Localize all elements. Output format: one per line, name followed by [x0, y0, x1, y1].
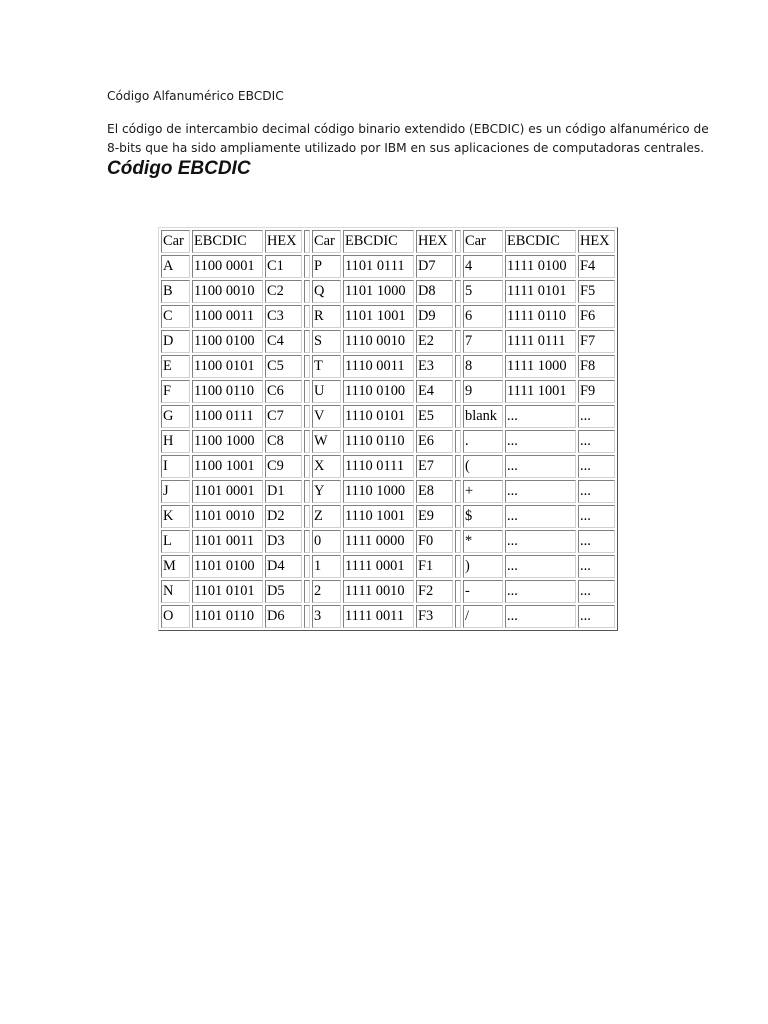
cell-hex: F2: [416, 580, 453, 603]
cell-ebcdic: 1100 0001: [192, 255, 263, 278]
cell-ebcdic: ...: [505, 605, 576, 628]
cell-car: /: [463, 605, 503, 628]
cell-hex: F8: [578, 355, 615, 378]
cell-hex: E6: [416, 430, 453, 453]
cell-car: 8: [463, 355, 503, 378]
cell-ebcdic: ...: [505, 580, 576, 603]
cell-car: C: [161, 305, 190, 328]
cell-ebcdic: 1111 0010: [343, 580, 414, 603]
cell-car: Q: [312, 280, 341, 303]
cell-car: -: [463, 580, 503, 603]
cell-ebcdic: 1100 0111: [192, 405, 263, 428]
column-group-separator: [455, 580, 461, 603]
cell-ebcdic: ...: [505, 455, 576, 478]
cell-hex: ...: [578, 505, 615, 528]
cell-hex: F1: [416, 555, 453, 578]
cell-ebcdic: ...: [505, 480, 576, 503]
cell-ebcdic: 1110 0010: [343, 330, 414, 353]
cell-car: Y: [312, 480, 341, 503]
cell-car: E: [161, 355, 190, 378]
cell-hex: E8: [416, 480, 453, 503]
cell-car: P: [312, 255, 341, 278]
cell-ebcdic: 1111 1000: [505, 355, 576, 378]
cell-hex: D6: [265, 605, 302, 628]
cell-ebcdic: ...: [505, 555, 576, 578]
cell-hex: E4: [416, 380, 453, 403]
column-group-separator: [304, 555, 310, 578]
cell-car: B: [161, 280, 190, 303]
column-group-separator: [455, 280, 461, 303]
cell-car: $: [463, 505, 503, 528]
column-group-separator: [455, 530, 461, 553]
cell-car: T: [312, 355, 341, 378]
column-group-separator: [304, 530, 310, 553]
cell-hex: D8: [416, 280, 453, 303]
cell-car: V: [312, 405, 341, 428]
cell-ebcdic: 1100 0010: [192, 280, 263, 303]
cell-hex: ...: [578, 530, 615, 553]
table-row: [161, 380, 615, 403]
cell-car: Car: [161, 230, 190, 253]
cell-hex: ...: [578, 555, 615, 578]
table-row: [161, 255, 615, 278]
cell-hex: C1: [265, 255, 302, 278]
cell-ebcdic: EBCDIC: [505, 230, 576, 253]
cell-ebcdic: 1100 0011: [192, 305, 263, 328]
cell-car: 1: [312, 555, 341, 578]
cell-ebcdic: 1110 1000: [343, 480, 414, 503]
column-group-separator: [304, 305, 310, 328]
cell-car: L: [161, 530, 190, 553]
column-group-separator: [304, 280, 310, 303]
column-group-separator: [455, 505, 461, 528]
cell-car: D: [161, 330, 190, 353]
cell-hex: F0: [416, 530, 453, 553]
cell-ebcdic: 1101 0110: [192, 605, 263, 628]
table-row: [161, 405, 615, 428]
table-row: [161, 530, 615, 553]
cell-ebcdic: 1111 0000: [343, 530, 414, 553]
cell-hex: E9: [416, 505, 453, 528]
table-row: [161, 430, 615, 453]
cell-car: H: [161, 430, 190, 453]
cell-car: K: [161, 505, 190, 528]
column-group-separator: [455, 430, 461, 453]
cell-hex: HEX: [265, 230, 302, 253]
column-group-separator: [455, 305, 461, 328]
column-group-separator: [455, 605, 461, 628]
cell-ebcdic: 1100 0110: [192, 380, 263, 403]
cell-hex: C4: [265, 330, 302, 353]
cell-car: 6: [463, 305, 503, 328]
cell-car: 3: [312, 605, 341, 628]
cell-car: I: [161, 455, 190, 478]
table-row: [161, 330, 615, 353]
cell-ebcdic: 1110 0110: [343, 430, 414, 453]
cell-hex: ...: [578, 405, 615, 428]
column-group-separator: [455, 405, 461, 428]
cell-ebcdic: 1100 1001: [192, 455, 263, 478]
cell-ebcdic: 1100 1000: [192, 430, 263, 453]
cell-ebcdic: 1101 0010: [192, 505, 263, 528]
cell-hex: D9: [416, 305, 453, 328]
cell-hex: F3: [416, 605, 453, 628]
cell-hex: C3: [265, 305, 302, 328]
column-group-separator: [304, 430, 310, 453]
cell-hex: F6: [578, 305, 615, 328]
cell-car: 0: [312, 530, 341, 553]
cell-car: 2: [312, 580, 341, 603]
cell-ebcdic: 1111 0001: [343, 555, 414, 578]
cell-ebcdic: 1110 0101: [343, 405, 414, 428]
table-row: [161, 305, 615, 328]
column-group-separator: [455, 380, 461, 403]
intro-line-1: El código de intercambio decimal código binario extendido (EBCDIC) es un código alfanumérico de: [107, 122, 709, 136]
cell-car: R: [312, 305, 341, 328]
intro-line-2: 8-bits que ha sido ampliamente utilizado por IBM en sus aplicaciones de computadoras centrales.: [107, 141, 705, 155]
cell-car: U: [312, 380, 341, 403]
column-group-separator: [455, 355, 461, 378]
column-group-separator: [304, 255, 310, 278]
cell-ebcdic: 1101 1001: [343, 305, 414, 328]
cell-ebcdic: 1110 1001: [343, 505, 414, 528]
ebcdic-table-container: [158, 227, 618, 631]
cell-ebcdic: 1111 0101: [505, 280, 576, 303]
cell-hex: ...: [578, 430, 615, 453]
cell-ebcdic: 1110 0111: [343, 455, 414, 478]
cell-hex: C9: [265, 455, 302, 478]
cell-car: J: [161, 480, 190, 503]
cell-ebcdic: 1111 0111: [505, 330, 576, 353]
table-row: [161, 355, 615, 378]
cell-hex: F5: [578, 280, 615, 303]
column-group-separator: [455, 255, 461, 278]
cell-hex: HEX: [578, 230, 615, 253]
column-group-separator: [304, 405, 310, 428]
cell-hex: E3: [416, 355, 453, 378]
column-group-separator: [304, 505, 310, 528]
cell-ebcdic: ...: [505, 430, 576, 453]
column-group-separator: [455, 480, 461, 503]
cell-car: N: [161, 580, 190, 603]
cell-ebcdic: 1101 0001: [192, 480, 263, 503]
cell-car: 9: [463, 380, 503, 403]
cell-car: +: [463, 480, 503, 503]
cell-car: 7: [463, 330, 503, 353]
cell-ebcdic: 1111 0100: [505, 255, 576, 278]
cell-ebcdic: 1111 0011: [343, 605, 414, 628]
cell-car: 4: [463, 255, 503, 278]
cell-car: blank: [463, 405, 503, 428]
cell-car: Z: [312, 505, 341, 528]
table-header-row: [161, 230, 615, 253]
cell-ebcdic: ...: [505, 530, 576, 553]
cell-car: S: [312, 330, 341, 353]
column-group-separator: [455, 555, 461, 578]
cell-hex: C8: [265, 430, 302, 453]
cell-ebcdic: ...: [505, 505, 576, 528]
cell-hex: D3: [265, 530, 302, 553]
cell-hex: C7: [265, 405, 302, 428]
cell-car: F: [161, 380, 190, 403]
cell-ebcdic: EBCDIC: [343, 230, 414, 253]
cell-hex: E5: [416, 405, 453, 428]
cell-ebcdic: 1100 0100: [192, 330, 263, 353]
cell-hex: C6: [265, 380, 302, 403]
cell-hex: ...: [578, 580, 615, 603]
cell-hex: C2: [265, 280, 302, 303]
cell-hex: F9: [578, 380, 615, 403]
table-row: [161, 280, 615, 303]
column-group-separator: [304, 330, 310, 353]
cell-car: ): [463, 555, 503, 578]
table-row: [161, 480, 615, 503]
cell-ebcdic: 1101 0100: [192, 555, 263, 578]
table-row: [161, 505, 615, 528]
column-group-separator: [455, 455, 461, 478]
section-heading: Código EBCDIC: [107, 158, 251, 179]
cell-hex: D1: [265, 480, 302, 503]
cell-hex: D4: [265, 555, 302, 578]
cell-ebcdic: 1101 0101: [192, 580, 263, 603]
cell-ebcdic: 1101 1000: [343, 280, 414, 303]
ebcdic-table: [158, 227, 618, 631]
cell-hex: C5: [265, 355, 302, 378]
column-group-separator: [304, 480, 310, 503]
column-group-separator: [455, 230, 461, 253]
intro-paragraph: [107, 120, 709, 158]
table-row: [161, 580, 615, 603]
cell-hex: ...: [578, 605, 615, 628]
cell-car: .: [463, 430, 503, 453]
cell-car: O: [161, 605, 190, 628]
cell-hex: HEX: [416, 230, 453, 253]
table-row: [161, 455, 615, 478]
cell-ebcdic: 1110 0100: [343, 380, 414, 403]
cell-car: X: [312, 455, 341, 478]
cell-hex: D2: [265, 505, 302, 528]
cell-hex: E2: [416, 330, 453, 353]
cell-hex: D5: [265, 580, 302, 603]
cell-car: A: [161, 255, 190, 278]
cell-car: (: [463, 455, 503, 478]
cell-ebcdic: 1110 0011: [343, 355, 414, 378]
cell-ebcdic: EBCDIC: [192, 230, 263, 253]
column-group-separator: [304, 580, 310, 603]
column-group-separator: [455, 330, 461, 353]
cell-ebcdic: 1111 0110: [505, 305, 576, 328]
column-group-separator: [304, 380, 310, 403]
cell-hex: F7: [578, 330, 615, 353]
document-title: Código Alfanumérico EBCDIC: [107, 89, 284, 103]
table-row: [161, 605, 615, 628]
cell-hex: F4: [578, 255, 615, 278]
cell-car: 5: [463, 280, 503, 303]
cell-ebcdic: 1100 0101: [192, 355, 263, 378]
cell-hex: E7: [416, 455, 453, 478]
column-group-separator: [304, 455, 310, 478]
cell-ebcdic: 1101 0011: [192, 530, 263, 553]
table-row: [161, 555, 615, 578]
cell-hex: ...: [578, 480, 615, 503]
cell-car: Car: [312, 230, 341, 253]
cell-car: W: [312, 430, 341, 453]
cell-car: G: [161, 405, 190, 428]
cell-ebcdic: ...: [505, 405, 576, 428]
cell-hex: ...: [578, 455, 615, 478]
cell-hex: D7: [416, 255, 453, 278]
cell-car: M: [161, 555, 190, 578]
column-group-separator: [304, 355, 310, 378]
column-group-separator: [304, 605, 310, 628]
cell-car: Car: [463, 230, 503, 253]
cell-car: *: [463, 530, 503, 553]
cell-ebcdic: 1101 0111: [343, 255, 414, 278]
cell-ebcdic: 1111 1001: [505, 380, 576, 403]
column-group-separator: [304, 230, 310, 253]
